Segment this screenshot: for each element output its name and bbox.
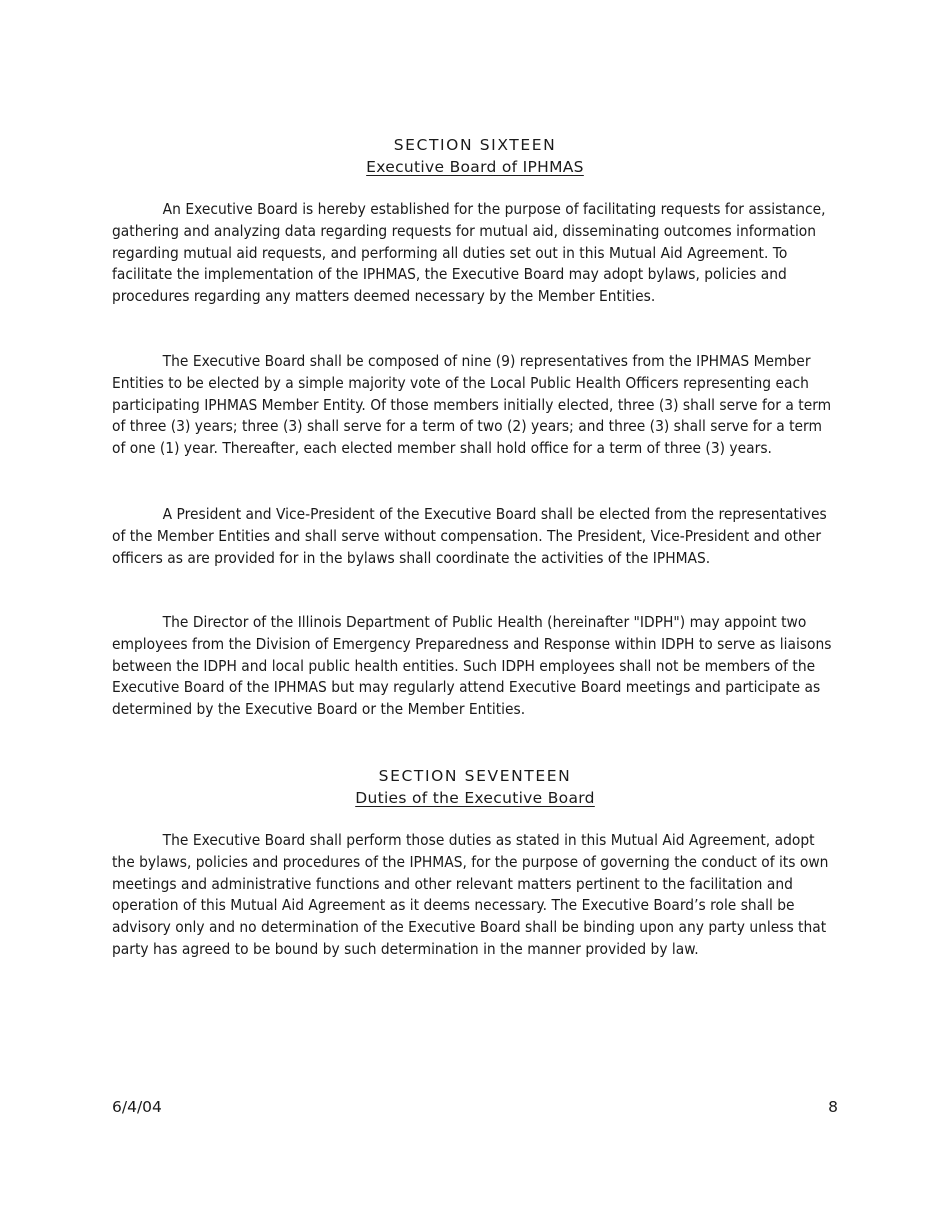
footer-date: 6/4/04 — [112, 1098, 162, 1116]
document-page — [112, 0, 838, 1230]
section-heading: SECTION SEVENTEEN — [378, 767, 572, 785]
paragraph: The Executive Board shall be composed of nine (9) representatives from the IPHMAS Member Entities to be elected by a simple majority vote of the Local Public Health Officers representing each participating IPHMAS Member Entity. Of those members initially elected, three (3) shall serve for a term of three (3) years; three (3) shall serve for a term of two (2) years; and three (3) shall serve for a term of one (1) year. Thereafter, each elected member shall hold office for a term of three (3) years. — [112, 352, 832, 458]
paragraph: A President and Vice-President of the Executive Board shall be elected from the representatives of the Member Entities and shall serve without compensation. The President, Vice-President and other officers as are provided for in the bylaws shall coordinate the activities of the IPHMAS. — [112, 505, 827, 567]
section-title: Executive Board of IPHMAS — [366, 158, 584, 176]
page-number: 8 — [828, 1098, 838, 1116]
section-heading: SECTION SIXTEEN — [393, 136, 557, 154]
paragraph: An Executive Board is hereby established for the purpose of facilitating requests for assistance, gathering and analyzing data regarding requests for mutual aid, disseminating outcomes information regarding mutual aid requests, and performing all duties set out in this Mutual Aid Agreement. To facilitate the implementation of the IPHMAS, the Executive Board may adopt bylaws, policies and procedures regarding any matters deemed necessary by the Member Entities. — [112, 200, 826, 306]
section-seventeen-header — [112, 765, 838, 809]
section-sixteen-header — [112, 134, 838, 178]
section-title: Duties of the Executive Board — [355, 789, 595, 807]
paragraph: The Executive Board shall perform those duties as stated in this Mutual Aid Agreement, adopt the bylaws, policies and procedures of the IPHMAS, for the purpose of governing the conduct of its own meetings and administrative functions and other relevant matters pertinent to the facilitation and operation of this Mutual Aid Agreement as it deems necessary. The Executive Board’s role shall be advisory only and no determination of the Executive Board shall be binding upon any party unless that party has agreed to be bound by such determination in the manner provided by law. — [112, 831, 829, 958]
paragraph: The Director of the Illinois Department of Public Health (hereinafter "IDPH") may appoint two employees from the Division of Emergency Preparedness and Response within IDPH to serve as liaisons between the IDPH and local public health entities. Such IDPH employees shall not be members of the Executive Board of the IPHMAS but may regularly attend Executive Board meetings and participate as determined by the Executive Board or the Member Entities. — [112, 613, 832, 719]
